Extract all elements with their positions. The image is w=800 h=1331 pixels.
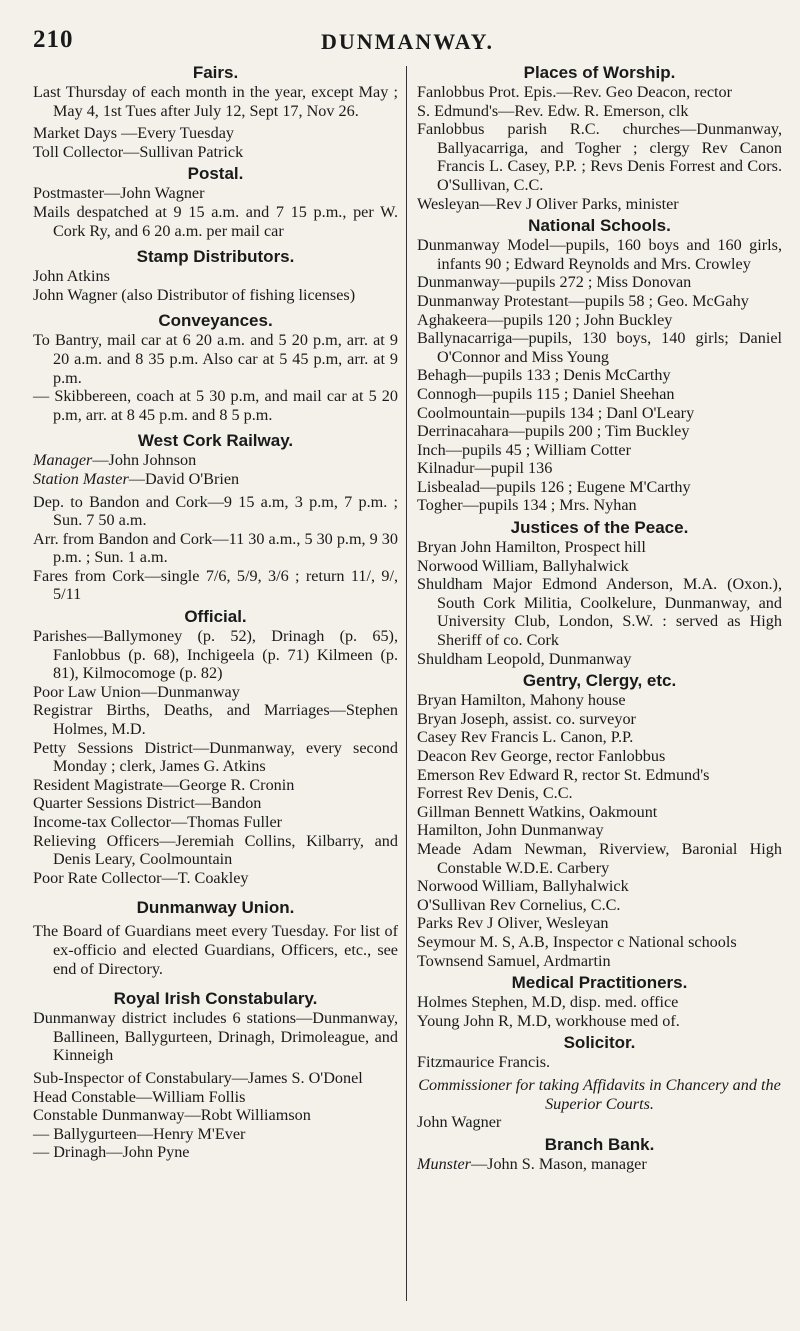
worship-line: Fanlobbus parish R.C. churches—Dunmanway, Ballyacarriga, and Togher ; clergy Rev Canon Francis L. Casey, P.P. ; Revs Denis Forrest and Cors. O'Sullivan, C.C. — [417, 120, 782, 194]
official-line: Income-tax Collector—Thomas Fuller — [33, 813, 283, 831]
justice-line: Shuldham Leopold, Dunmanway — [417, 649, 632, 668]
official-line: Poor Law Union—Dunmanway — [33, 682, 240, 701]
railway-manager: Manager—John Johnson — [33, 451, 197, 470]
official-line: Registrar Births, Deaths, and Marriages—Stephen Holmes, M.D. — [33, 701, 398, 739]
section-title-stamp: Stamp Distributors. — [136, 247, 295, 267]
school-line: Dunmanway Model—pupils, 160 boys and 160 girls, infants 90 ; Edward Reynolds and Mrs. Crowley — [417, 236, 782, 273]
section-title-official: Official. — [184, 607, 247, 627]
school-line: Coolmountain—pupils 134 ; Danl O'Leary — [417, 403, 695, 422]
worship-line: Fanlobbus Prot. Epis.—Rev. Geo Deacon, rector — [417, 83, 732, 101]
gentry-line: Seymour M. S, A.B, Inspector c National schools — [417, 932, 737, 951]
running-head-title: DUNMANWAY. — [320, 29, 494, 54]
school-line: Inch—pupils 45 ; William Cotter — [417, 440, 631, 459]
commissioner-line: John Wagner — [417, 1113, 502, 1132]
gentry-line: Bryan Joseph, assist. co. surveyor — [417, 709, 636, 728]
section-title-worship: Places of Worship. — [523, 63, 676, 82]
union-line: The Board of Guardians meet every Tuesday. For list of ex-officio and elected Guardians, Officers, etc., see end of Directory. — [33, 922, 398, 978]
bank-line: Munster—John S. Mason, manager — [417, 1154, 647, 1173]
gentry-line: Deacon Rev George, rector Fanlobbus — [417, 747, 666, 765]
medical-line: Holmes Stephen, M.D, disp. med. office — [417, 993, 679, 1012]
section-title-postal: Postal. — [187, 164, 244, 184]
school-line: Kilnadur—pupil 136 — [417, 459, 553, 478]
official-line: Petty Sessions District—Dunmanway, every second Monday ; clerk, James G. Atkins — [33, 738, 398, 776]
section-title-medical: Medical Practitioners. — [511, 973, 688, 993]
solicitor-line: Fitzmaurice Francis. — [417, 1053, 551, 1072]
worship-line: S. Edmund's—Rev. Edw. R. Emerson, clk — [417, 101, 689, 120]
official-line: Relieving Officers—Jeremiah Collins, Kilbarry, and Denis Leary, Coolmountain — [33, 831, 398, 869]
two-column-body — [33, 60, 782, 1311]
railway-line: Arr. from Bandon and Cork—11 30 a.m., 5 30 p.m, 9 30 p.m. ; Sun. 1 a.m. — [33, 529, 398, 567]
gentry-line: Forrest Rev Denis, C.C. — [417, 784, 573, 803]
section-title-solicitor: Solicitor. — [563, 1033, 636, 1053]
page-number: 210 — [33, 26, 74, 53]
gentry-line: Emerson Rev Edward R, rector St. Edmund's — [417, 765, 710, 784]
worship-line: Wesleyan—Rev J Oliver Parks, minister — [417, 194, 679, 213]
official-line: Resident Magistrate—George R. Cronin — [33, 775, 295, 794]
fairs-line: Last Thursday of each month in the year, except May ; May 4, 1st Tues after July 12, Sept 17, Nov 26. — [33, 83, 398, 120]
stamp-line: John Wagner (also Distributor of fishing licenses) — [33, 285, 356, 304]
gentry-line: Casey Rev Francis L. Canon, P.P. — [417, 728, 634, 747]
page-header — [33, 26, 782, 58]
railway-line: Dep. to Bandon and Cork—9 15 a.m, 3 p.m, 7 p.m. ; Sun. 7 50 a.m. — [33, 492, 398, 530]
gentry-line: Parks Rev J Oliver, Wesleyan — [417, 914, 609, 933]
postal-line: Mails despatched at 9 15 a.m. and 7 15 p.m., per W. Cork Ry, and 6 20 a.m. per mail car — [33, 202, 398, 240]
medical-line: Young John R, M.D, workhouse med of. — [417, 1011, 680, 1030]
school-line: Togher—pupils 134 ; Mrs. Nyhan — [417, 496, 637, 515]
ric-line: — Drinagh—John Pyne — [33, 1143, 190, 1162]
section-title-schools: National Schools. — [528, 216, 671, 236]
conveyance-line: — Skibbereen, coach at 5 30 p.m, and mail car at 5 20 p.m, arr. at 8 45 p.m. and 8 5 p.m. — [33, 387, 398, 424]
railway-station-master: Station Master—David O'Brien — [33, 469, 240, 488]
justice-line: Bryan John Hamilton, Prospect hill — [417, 538, 646, 557]
justice-line: Shuldham Major Edmond Anderson, M.A. (Oxon.), South Cork Militia, Coolkelure, Dunmanway, and University Club, London, S.W. : served as High Sheriff of co. Cork — [417, 575, 782, 650]
section-title-conveyances: Conveyances. — [158, 311, 273, 331]
school-line: Ballynacarriga—pupils, 130 boys, 140 girls; Daniel O'Connor and Miss Young — [417, 329, 782, 366]
ric-line: — Ballygurteen—Henry M'Ever — [33, 1124, 246, 1143]
commissioner-heading: Commissioner for taking Affidavits in Chancery and the Superior Courts. — [418, 1075, 781, 1113]
official-line: Quarter Sessions District—Bandon — [33, 794, 262, 813]
right-column — [407, 60, 782, 1311]
section-title-union: Dunmanway Union. — [136, 898, 295, 918]
section-title-bank: Branch Bank. — [544, 1134, 655, 1154]
postal-line: Postmaster—John Wagner — [33, 184, 205, 203]
gentry-line: Bryan Hamilton, Mahony house — [417, 691, 626, 710]
stamp-line: John Atkins — [33, 267, 110, 286]
school-line: Connogh—pupils 115 ; Daniel Sheehan — [417, 384, 675, 403]
section-title-ric: Royal Irish Constabulary. — [113, 989, 318, 1009]
school-line: Behagh—pupils 133 ; Denis McCarthy — [417, 366, 671, 385]
conveyance-line: To Bantry, mail car at 6 20 a.m. and 5 20 p.m, arr. at 9 20 a.m. and 8 35 p.m. Also car at 5 45 p.m, arr. at 9 p.m. — [33, 331, 398, 387]
school-line: Dunmanway—pupils 272 ; Miss Donovan — [417, 273, 692, 292]
ric-line: Sub-Inspector of Constabulary—James S. O'Donel — [33, 1068, 363, 1087]
section-title-gentry: Gentry, Clergy, etc. — [522, 671, 677, 691]
gentry-line: Meade Adam Newman, Riverview, Baronial High Constable W.D.E. Carbery — [417, 839, 782, 877]
market-line: Market Days —Every Tuesday — [33, 124, 234, 143]
section-title-railway: West Cork Railway. — [137, 431, 294, 451]
ric-line: Head Constable—William Follis — [33, 1087, 246, 1106]
section-title-fairs: Fairs. — [192, 63, 239, 82]
gentry-line: Hamilton, John Dunmanway — [417, 821, 604, 840]
justice-line: Norwood William, Ballyhalwick — [417, 556, 629, 575]
school-line: Lisbealad—pupils 126 ; Eugene M'Carthy — [417, 477, 691, 496]
gentry-line: Gillman Bennett Watkins, Oakmount — [417, 802, 658, 821]
official-line: Parishes—Ballymoney (p. 52), Drinagh (p. 65), Fanlobbus (p. 68), Inchigeela (p. 71) Kilmeen (p. 81), Kilmocomoge (p. 82) — [33, 627, 398, 683]
gentry-line: O'Sullivan Rev Cornelius, C.C. — [417, 895, 621, 914]
school-line: Dunmanway Protestant—pupils 58 ; Geo. McGahy — [417, 291, 749, 310]
section-title-justices: Justices of the Peace. — [510, 518, 689, 538]
left-column — [33, 60, 406, 1311]
ric-line: Dunmanway district includes 6 stations—Dunmanway, Ballineen, Ballygurteen, Drinagh, Drimoleague, and Kinneigh — [33, 1009, 398, 1065]
gentry-line: Townsend Samuel, Ardmartin — [417, 951, 611, 970]
ric-line: Constable Dunmanway—Robt Williamson — [33, 1106, 311, 1125]
school-line: Derrinacahara—pupils 200 ; Tim Buckley — [417, 422, 690, 441]
market-line: Toll Collector—Sullivan Patrick — [33, 142, 244, 161]
school-line: Aghakeera—pupils 120 ; John Buckley — [417, 310, 673, 329]
railway-line: Fares from Cork—single 7/6, 5/9, 3/6 ; return 11/, 9/, 5/11 — [33, 566, 398, 604]
official-line: Poor Rate Collector—T. Coakley — [33, 868, 249, 887]
gentry-line: Norwood William, Ballyhalwick — [417, 877, 629, 896]
